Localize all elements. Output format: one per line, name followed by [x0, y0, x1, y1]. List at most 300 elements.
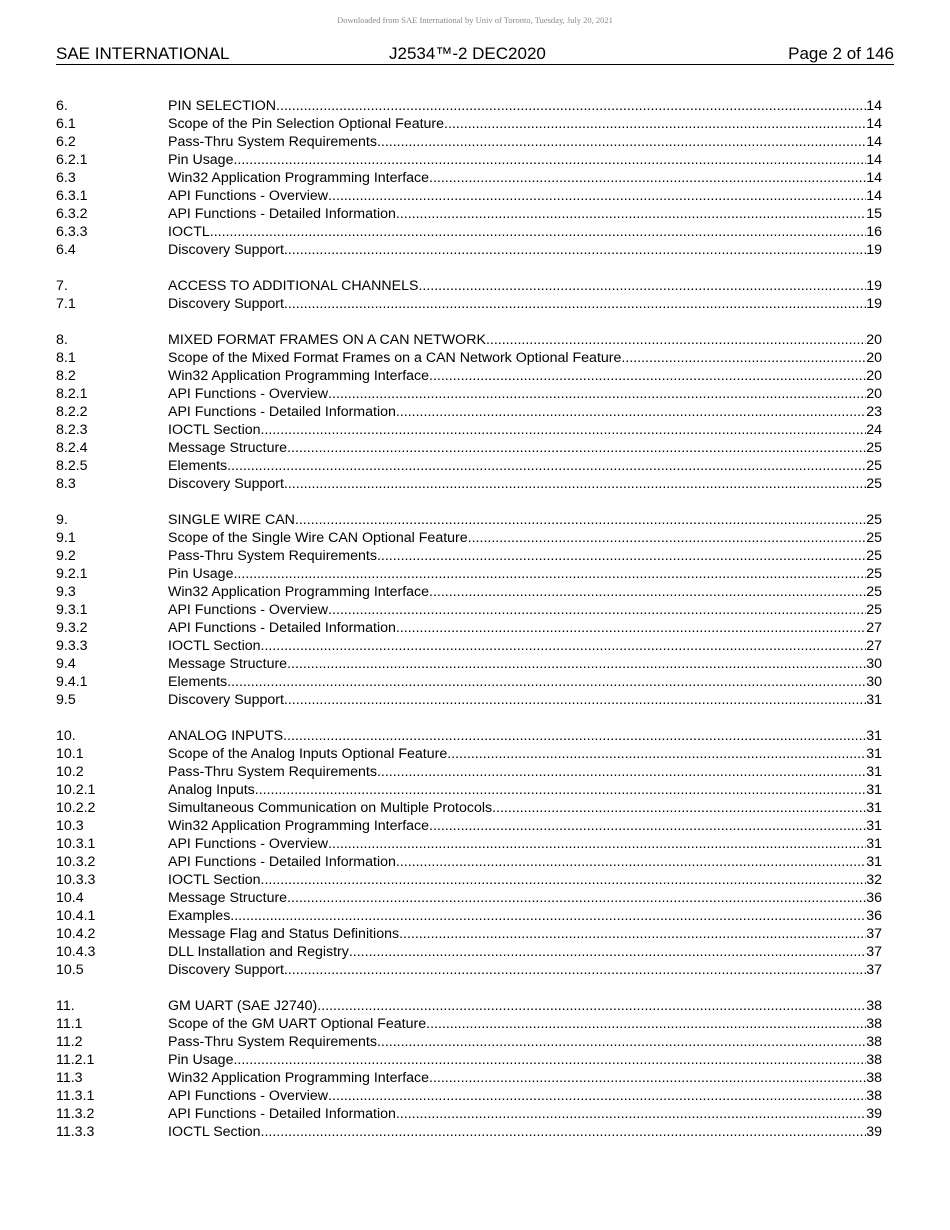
toc-entry-number: 10.1	[56, 746, 84, 762]
toc-entry-line	[168, 349, 882, 367]
dot-leader	[287, 889, 866, 907]
toc-entry-title: Pin Usage	[168, 152, 234, 168]
dot-leader	[261, 871, 867, 889]
toc-entry-title: Analog Inputs	[168, 782, 255, 798]
toc-entry-line	[168, 457, 882, 475]
toc-entry-number: 7.1	[56, 296, 76, 312]
toc-entry-title: Message Flag and Status Definitions	[168, 926, 400, 942]
toc-entry-title: Win32 Application Programming Interface	[168, 368, 430, 384]
toc-entry[interactable]	[56, 97, 882, 115]
toc-entry-line	[168, 1123, 882, 1141]
toc-entry[interactable]	[56, 367, 882, 385]
toc-entry-line	[168, 655, 882, 673]
toc-entry-page: 31	[866, 728, 882, 744]
toc-entry-line	[168, 745, 882, 763]
toc-entry-line	[168, 529, 882, 547]
dot-leader	[210, 223, 866, 241]
toc-entry-page: 20	[866, 350, 882, 366]
toc-entry-page: 14	[866, 152, 882, 168]
toc-entry[interactable]	[56, 457, 882, 475]
toc-entry[interactable]	[56, 205, 882, 223]
toc-entry-number: 9.3.3	[56, 638, 88, 654]
toc-entry-number: 6.3.1	[56, 188, 88, 204]
page-header	[56, 44, 894, 65]
toc-entry-number: 8.2.4	[56, 440, 88, 456]
toc-entry-page: 25	[866, 512, 882, 528]
toc-entry-page: 14	[866, 116, 882, 132]
toc-entry-page: 39	[866, 1124, 882, 1140]
toc-entry-title: Pass-Thru System Requirements	[168, 134, 377, 150]
toc-entry-page: 38	[866, 998, 882, 1014]
toc-entry-number: 9.2.1	[56, 566, 88, 582]
toc-entry-number: 11.3.2	[56, 1106, 95, 1122]
toc-entry-line	[168, 151, 882, 169]
download-watermark: Downloaded from SAE International by Univ of Toronto, Tuesday, July 20, 2021	[337, 15, 613, 25]
dot-leader	[284, 961, 866, 979]
toc-entry-number: 11.2	[56, 1034, 83, 1050]
toc-entry-title: PIN SELECTION	[168, 98, 277, 114]
table-of-contents	[56, 97, 882, 1159]
toc-entry[interactable]	[56, 277, 882, 295]
toc-entry-line	[168, 997, 882, 1015]
toc-entry-title: IOCTL Section	[168, 872, 261, 888]
toc-entry-page: 25	[866, 440, 882, 456]
toc-entry-title: Discovery Support	[168, 242, 284, 258]
dot-leader	[328, 835, 866, 853]
toc-entry-line	[168, 637, 882, 655]
toc-entry[interactable]	[56, 295, 882, 313]
toc-entry-number: 9.3	[56, 584, 76, 600]
toc-entry-page: 38	[866, 1052, 882, 1068]
toc-entry[interactable]	[56, 115, 882, 133]
toc-entry-line	[168, 187, 882, 205]
toc-entry-line	[168, 367, 882, 385]
dot-leader	[429, 367, 866, 385]
toc-entry[interactable]	[56, 151, 882, 169]
toc-entry-title: API Functions - Overview	[168, 602, 329, 618]
toc-entry-line	[168, 403, 882, 421]
toc-entry-page: 24	[866, 422, 882, 438]
toc-entry-page: 25	[866, 530, 882, 546]
toc-entry-number: 7.	[56, 278, 68, 294]
toc-entry-page: 20	[866, 332, 882, 348]
dot-leader	[284, 475, 866, 493]
toc-entry[interactable]	[56, 385, 882, 403]
toc-entry-line	[168, 1105, 882, 1123]
toc-entry-line	[168, 205, 882, 223]
toc-entry[interactable]	[56, 1015, 882, 1033]
dot-leader	[418, 277, 866, 295]
dot-leader	[328, 187, 866, 205]
toc-entry-page: 14	[866, 98, 882, 114]
toc-entry-line	[168, 817, 882, 835]
toc-entry[interactable]	[56, 817, 882, 835]
toc-entry-line	[168, 601, 882, 619]
toc-entry-number: 10.4.3	[56, 944, 96, 960]
toc-entry-title: Elements	[168, 458, 228, 474]
toc-entry-line	[168, 547, 882, 565]
dot-leader	[295, 511, 866, 529]
toc-entry[interactable]	[56, 439, 882, 457]
toc-entry-number: 11.	[56, 998, 75, 1014]
toc-entry[interactable]	[56, 1033, 882, 1051]
toc-entry-number: 9.4.1	[56, 674, 88, 690]
publisher-name: SAE INTERNATIONAL	[56, 44, 230, 63]
toc-entry-page: 37	[866, 926, 882, 942]
toc-entry-line	[168, 961, 882, 979]
toc-entry-page: 25	[866, 602, 882, 618]
toc-entry-number: 11.3	[56, 1070, 83, 1086]
toc-entry-number: 10.	[56, 728, 76, 744]
toc-entry-title: API Functions - Detailed Information	[168, 206, 396, 222]
toc-entry-number: 8.	[56, 332, 68, 348]
toc-entry-page: 31	[866, 764, 882, 780]
toc-entry[interactable]	[56, 475, 882, 493]
toc-entry-page: 27	[866, 620, 882, 636]
toc-entry-title: IOCTL Section	[168, 422, 261, 438]
toc-entry-line	[168, 799, 882, 817]
toc-entry-title: IOCTL Section	[168, 638, 261, 654]
dot-leader	[230, 907, 866, 925]
toc-entry-page: 39	[866, 1106, 882, 1122]
toc-entry-number: 6.3.3	[56, 224, 88, 240]
toc-entry[interactable]	[56, 781, 882, 799]
toc-entry-number: 9.3.2	[56, 620, 88, 636]
dot-leader	[227, 673, 866, 691]
toc-entry-number: 10.5	[56, 962, 84, 978]
toc-entry-page: 25	[866, 458, 882, 474]
toc-entry-number: 10.3.2	[56, 854, 96, 870]
toc-entry-title: Simultaneous Communication on Multiple Protocols	[168, 800, 493, 816]
toc-entry-title: API Functions - Detailed Information	[168, 404, 396, 420]
toc-entry[interactable]	[56, 583, 882, 601]
dot-leader	[261, 637, 867, 655]
toc-entry-line	[168, 385, 882, 403]
toc-entry-page: 14	[866, 170, 882, 186]
toc-entry-page: 36	[866, 890, 882, 906]
toc-entry-line	[168, 583, 882, 601]
dot-leader	[227, 457, 866, 475]
toc-entry-title: DLL Installation and Registry	[168, 944, 349, 960]
toc-entry-number: 10.4	[56, 890, 84, 906]
dot-leader	[396, 619, 866, 637]
dot-leader	[328, 1087, 866, 1105]
toc-entry-page: 25	[866, 476, 882, 492]
toc-entry-line	[168, 889, 882, 907]
toc-entry[interactable]	[56, 349, 882, 367]
toc-entry-title: Scope of the Mixed Format Frames on a CAN Network Optional Feature	[168, 350, 622, 366]
page-number: Page 2 of 146	[788, 44, 894, 63]
toc-entry-title: Message Structure	[168, 890, 288, 906]
toc-entry-number: 10.2.2	[56, 800, 96, 816]
toc-entry[interactable]	[56, 655, 882, 673]
dot-leader	[255, 781, 866, 799]
toc-entry-page: 37	[866, 962, 882, 978]
toc-section-group	[56, 997, 882, 1141]
toc-entry-line	[168, 277, 882, 295]
toc-entry-line	[168, 1087, 882, 1105]
toc-entry-number: 11.1	[56, 1016, 83, 1032]
dot-leader	[261, 1123, 867, 1141]
toc-entry[interactable]	[56, 1051, 882, 1069]
toc-entry-line	[168, 97, 882, 115]
toc-entry-line	[168, 241, 882, 259]
toc-entry-line	[168, 169, 882, 187]
toc-entry[interactable]	[56, 727, 882, 745]
dot-leader	[328, 601, 866, 619]
toc-entry[interactable]	[56, 619, 882, 637]
toc-entry-page: 25	[866, 566, 882, 582]
toc-entry-title: API Functions - Overview	[168, 1088, 329, 1104]
dot-leader	[328, 385, 866, 403]
toc-entry-title: API Functions - Overview	[168, 386, 329, 402]
toc-entry[interactable]	[56, 907, 882, 925]
dot-leader	[486, 331, 866, 349]
dot-leader	[621, 349, 866, 367]
dot-leader	[377, 763, 866, 781]
toc-entry-number: 8.2.1	[56, 386, 88, 402]
toc-entry-number: 8.3	[56, 476, 76, 492]
toc-entry[interactable]	[56, 331, 882, 349]
toc-entry-number: 9.3.1	[56, 602, 88, 618]
dot-leader	[276, 97, 866, 115]
toc-entry[interactable]	[56, 961, 882, 979]
toc-entry[interactable]	[56, 889, 882, 907]
toc-entry[interactable]	[56, 997, 882, 1015]
toc-entry-title: Pin Usage	[168, 1052, 234, 1068]
toc-entry-line	[168, 925, 882, 943]
toc-entry-line	[168, 619, 882, 637]
toc-entry[interactable]	[56, 943, 882, 961]
toc-entry-number: 10.2.1	[56, 782, 96, 798]
dot-leader	[396, 853, 866, 871]
toc-entry-line	[168, 439, 882, 457]
toc-entry[interactable]	[56, 1105, 882, 1123]
dot-leader	[396, 1105, 866, 1123]
toc-entry-page: 36	[866, 908, 882, 924]
toc-entry[interactable]	[56, 1069, 882, 1087]
toc-entry-number: 6.3.2	[56, 206, 88, 222]
toc-entry-title: Discovery Support	[168, 962, 284, 978]
toc-entry[interactable]	[56, 673, 882, 691]
toc-entry-number: 9.5	[56, 692, 76, 708]
toc-entry-title: API Functions - Detailed Information	[168, 1106, 396, 1122]
toc-entry-line	[168, 691, 882, 709]
toc-entry-page: 25	[866, 548, 882, 564]
toc-entry-line	[168, 475, 882, 493]
dot-leader	[283, 727, 866, 745]
toc-entry-line	[168, 1069, 882, 1087]
toc-entry-line	[168, 115, 882, 133]
toc-entry-page: 14	[866, 188, 882, 204]
dot-leader	[396, 403, 866, 421]
toc-entry-title: Scope of the Single Wire CAN Optional Feature	[168, 530, 468, 546]
toc-entry-title: Win32 Application Programming Interface	[168, 818, 430, 834]
toc-entry-title: ANALOG INPUTS	[168, 728, 284, 744]
toc-entry-title: Discovery Support	[168, 476, 284, 492]
toc-entry-number: 8.2.5	[56, 458, 88, 474]
toc-entry-number: 8.2	[56, 368, 76, 384]
toc-entry-title: API Functions - Detailed Information	[168, 854, 396, 870]
toc-entry[interactable]	[56, 835, 882, 853]
toc-entry-line	[168, 727, 882, 745]
toc-entry-title: API Functions - Detailed Information	[168, 620, 396, 636]
dot-leader	[287, 655, 866, 673]
toc-entry-title: GM UART (SAE J2740)	[168, 998, 318, 1014]
toc-entry-page: 27	[866, 638, 882, 654]
dot-leader	[429, 169, 866, 187]
toc-entry-number: 9.4	[56, 656, 76, 672]
toc-entry[interactable]	[56, 547, 882, 565]
toc-entry-line	[168, 853, 882, 871]
toc-entry-number: 10.3	[56, 818, 84, 834]
toc-entry[interactable]	[56, 1123, 882, 1141]
toc-entry-page: 32	[866, 872, 882, 888]
dot-leader	[399, 925, 866, 943]
dot-leader	[233, 151, 866, 169]
toc-entry-title: Pass-Thru System Requirements	[168, 1034, 377, 1050]
toc-entry[interactable]	[56, 169, 882, 187]
dot-leader	[377, 133, 866, 151]
toc-entry-title: SINGLE WIRE CAN	[168, 512, 295, 528]
document-id: J2534™-2 DEC2020	[389, 44, 546, 63]
dot-leader	[317, 997, 866, 1015]
toc-entry[interactable]	[56, 403, 882, 421]
toc-entry-title: API Functions - Overview	[168, 836, 329, 852]
toc-entry-line	[168, 1033, 882, 1051]
toc-entry-title: Scope of the GM UART Optional Feature	[168, 1016, 427, 1032]
toc-section-group	[56, 511, 882, 709]
toc-entry-number: 8.1	[56, 350, 76, 366]
toc-entry[interactable]	[56, 745, 882, 763]
toc-entry-number: 8.2.2	[56, 404, 88, 420]
dot-leader	[396, 205, 866, 223]
toc-entry-page: 37	[866, 944, 882, 960]
toc-entry-page: 31	[866, 782, 882, 798]
toc-entry-title: Pass-Thru System Requirements	[168, 764, 377, 780]
toc-section-group	[56, 331, 882, 493]
dot-leader	[426, 1015, 866, 1033]
toc-entry-title: MIXED FORMAT FRAMES ON A CAN NETWORK	[168, 332, 486, 348]
toc-entry-number: 10.3.3	[56, 872, 96, 888]
dot-leader	[377, 547, 866, 565]
toc-entry-line	[168, 781, 882, 799]
toc-entry-title: Win32 Application Programming Interface	[168, 170, 430, 186]
toc-entry[interactable]	[56, 187, 882, 205]
dot-leader	[429, 583, 866, 601]
toc-section-group	[56, 727, 882, 979]
toc-entry-number: 10.2	[56, 764, 84, 780]
toc-entry-line	[168, 421, 882, 439]
toc-entry-page: 30	[866, 656, 882, 672]
toc-entry-page: 14	[866, 134, 882, 150]
toc-entry[interactable]	[56, 511, 882, 529]
toc-entry-page: 38	[866, 1088, 882, 1104]
toc-entry-page: 31	[866, 746, 882, 762]
dot-leader	[468, 529, 867, 547]
toc-entry-page: 31	[866, 818, 882, 834]
toc-entry-line	[168, 871, 882, 889]
dot-leader	[233, 565, 866, 583]
toc-entry[interactable]	[56, 1087, 882, 1105]
toc-entry-page: 31	[866, 800, 882, 816]
toc-entry-page: 20	[866, 368, 882, 384]
toc-entry-title: Win32 Application Programming Interface	[168, 1070, 430, 1086]
dot-leader	[429, 817, 866, 835]
toc-entry-page: 25	[866, 584, 882, 600]
toc-entry-number: 10.4.1	[56, 908, 96, 924]
toc-entry[interactable]	[56, 925, 882, 943]
dot-leader	[429, 1069, 866, 1087]
toc-entry[interactable]	[56, 223, 882, 241]
toc-entry-page: 15	[866, 206, 882, 222]
toc-entry[interactable]	[56, 853, 882, 871]
toc-entry-line	[168, 943, 882, 961]
toc-entry-page: 38	[866, 1034, 882, 1050]
toc-entry-page: 31	[866, 692, 882, 708]
toc-entry-title: ACCESS TO ADDITIONAL CHANNELS	[168, 278, 419, 294]
toc-entry-number: 6.2.1	[56, 152, 88, 168]
toc-entry-number: 9.2	[56, 548, 76, 564]
toc-entry[interactable]	[56, 763, 882, 781]
dot-leader	[287, 439, 866, 457]
toc-entry[interactable]	[56, 421, 882, 439]
toc-entry[interactable]	[56, 133, 882, 151]
toc-entry-number: 10.3.1	[56, 836, 96, 852]
toc-entry-title: Win32 Application Programming Interface	[168, 584, 430, 600]
toc-entry-number: 6.2	[56, 134, 76, 150]
toc-entry-number: 11.3.1	[56, 1088, 95, 1104]
toc-entry-number: 6.4	[56, 242, 76, 258]
toc-entry[interactable]	[56, 871, 882, 889]
toc-entry-line	[168, 331, 882, 349]
toc-entry[interactable]	[56, 637, 882, 655]
toc-entry-title: Scope of the Analog Inputs Optional Feature	[168, 746, 448, 762]
toc-entry-number: 9.	[56, 512, 68, 528]
dot-leader	[284, 295, 866, 313]
toc-entry-number: 8.2.3	[56, 422, 88, 438]
toc-entry-number: 11.2.1	[56, 1052, 95, 1068]
toc-entry-page: 16	[866, 224, 882, 240]
toc-entry[interactable]	[56, 601, 882, 619]
toc-entry[interactable]	[56, 799, 882, 817]
toc-entry-page: 20	[866, 386, 882, 402]
toc-entry-page: 31	[866, 836, 882, 852]
dot-leader	[349, 943, 866, 961]
toc-entry[interactable]	[56, 691, 882, 709]
toc-entry[interactable]	[56, 565, 882, 583]
dot-leader	[233, 1051, 866, 1069]
toc-entry-number: 9.1	[56, 530, 76, 546]
toc-entry-number: 10.4.2	[56, 926, 96, 942]
toc-entry-line	[168, 1015, 882, 1033]
toc-entry-line	[168, 295, 882, 313]
toc-entry-number: 11.3.3	[56, 1124, 95, 1140]
toc-entry-title: Scope of the Pin Selection Optional Feature	[168, 116, 445, 132]
toc-entry-number: 6.1	[56, 116, 76, 132]
toc-entry-title: IOCTL Section	[168, 1124, 261, 1140]
toc-entry[interactable]	[56, 529, 882, 547]
toc-entry-page: 38	[866, 1070, 882, 1086]
toc-entry-title: API Functions - Overview	[168, 188, 329, 204]
toc-entry-page: 38	[866, 1016, 882, 1032]
toc-entry-title: Examples	[168, 908, 231, 924]
toc-entry-page: 23	[866, 404, 882, 420]
toc-entry-title: Pin Usage	[168, 566, 234, 582]
toc-entry-line	[168, 1051, 882, 1069]
toc-entry-line	[168, 133, 882, 151]
toc-entry[interactable]	[56, 241, 882, 259]
